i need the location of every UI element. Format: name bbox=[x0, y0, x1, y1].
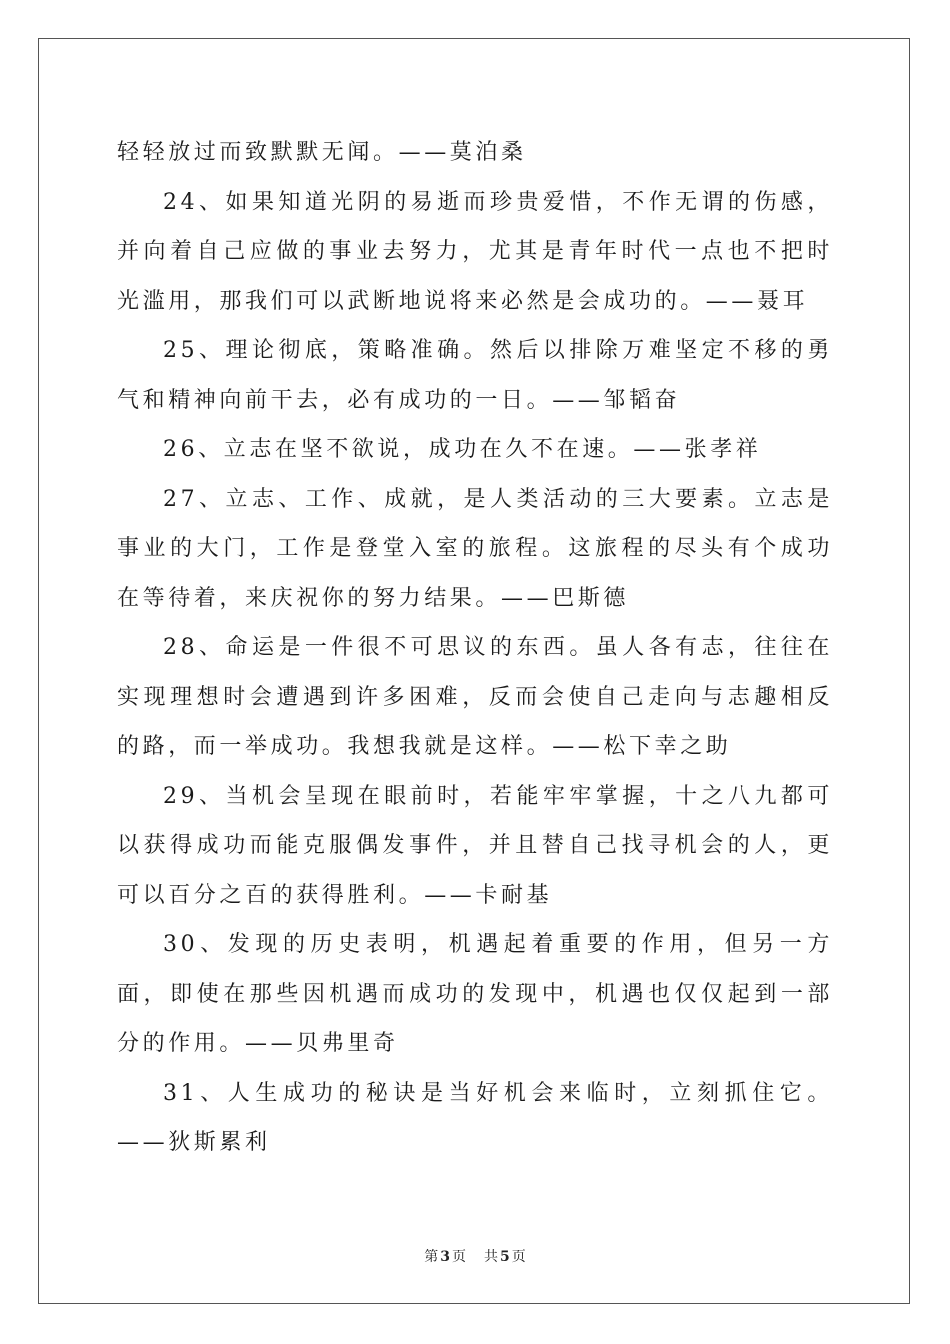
paragraph-quote-28: 28、命运是一件很不可思议的东西。虽人各有志，往往在实现理想时会遭遇到许多困难，反而会使自己走向与志趣相反的路，而一举成功。我想我就是这样。——松下幸之助 bbox=[117, 635, 833, 759]
paragraph-quote-25: 25、理论彻底，策略准确。然后以排除万难坚定不移的勇气和精神向前干去，必有成功的一日。——邹韬奋 bbox=[117, 338, 833, 413]
page-prefix: 第 bbox=[424, 1249, 439, 1265]
paragraph-quote-31: 31、人生成功的秘诀是当好机会来临时，立刻抓住它。——狄斯累利 bbox=[117, 1080, 833, 1155]
page-suffix: 页 bbox=[452, 1249, 466, 1265]
paragraph-quote-30: 30、发现的历史表明，机遇起着重要的作用，但另一方面，即使在那些因机遇而成功的发现中，机遇也仅仅起到一部分的作用。——贝弗里奇 bbox=[117, 932, 833, 1056]
paragraph-quote-29: 29、当机会呈现在眼前时，若能牢牢掌握，十之八九都可以获得成功而能克服偶发事件，并且替自己找寻机会的人，更可以百分之百的获得胜利。——卡耐基 bbox=[117, 783, 833, 908]
paragraph-continuation: 轻轻放过而致默默无闻。——莫泊桑 bbox=[117, 140, 527, 165]
paragraph-quote-26: 26、立志在坚不欲说，成功在久不在速。——张孝祥 bbox=[163, 437, 762, 462]
document-body bbox=[117, 128, 833, 1168]
total-prefix: 共 bbox=[484, 1249, 498, 1265]
total-suffix: 页 bbox=[511, 1249, 526, 1265]
paragraph-quote-27: 27、立志、工作、成就，是人类活动的三大要素。立志是事业的大门，工作是登堂入室的旅程。这旅程的尽头有个成功在等待着，来庆祝你的努力结果。——巴斯德 bbox=[117, 486, 833, 611]
page-footer bbox=[0, 1246, 950, 1266]
page-number-current: 3 bbox=[440, 1249, 450, 1265]
paragraph-quote-24: 24、如果知道光阴的易逝而珍贵爱惜，不作无谓的伤感，并向着自己应做的事业去努力，尤其是青年时代一点也不把时光滥用，那我们可以武断地说将来必然是会成功的。——聂耳 bbox=[117, 189, 833, 314]
page-number-total: 5 bbox=[500, 1249, 510, 1265]
